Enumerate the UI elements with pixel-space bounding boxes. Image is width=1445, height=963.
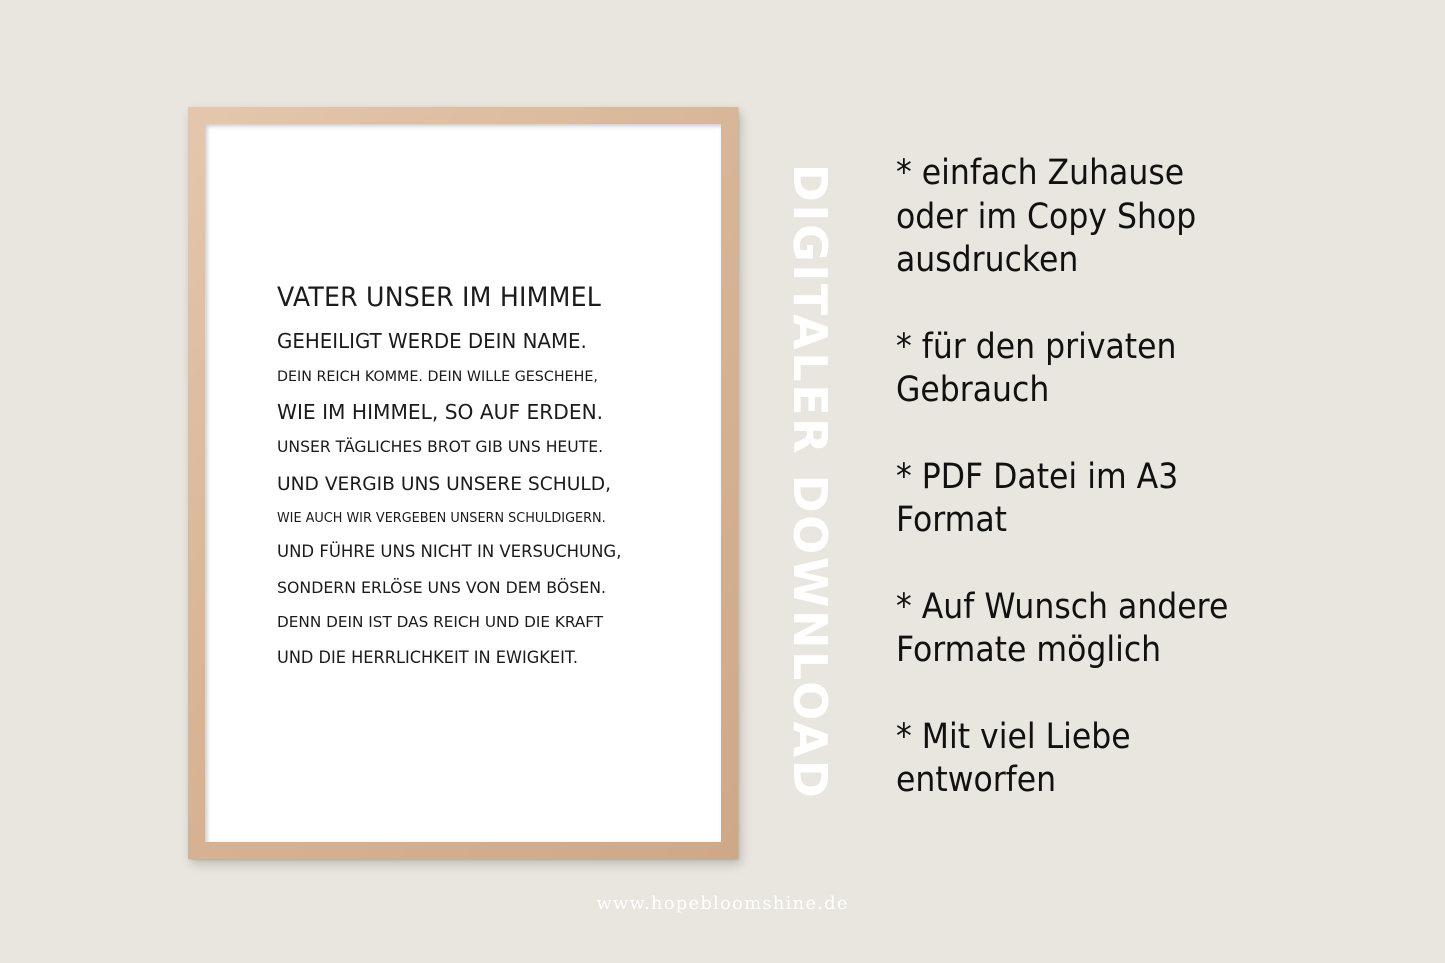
digital-download-text: DIGITALER DOWNLOAD — [783, 163, 837, 801]
website-url: www.hopebloomshine.de — [596, 893, 849, 914]
digital-download-label — [783, 163, 837, 801]
prayer-line: UNSER TÄGLICHES BROT GIB UNS HEUTE. — [277, 437, 604, 456]
prayer-line: WIE IM HIMMEL, SO AUF ERDEN. — [277, 399, 604, 424]
poster-print — [205, 124, 721, 842]
feature-list — [896, 152, 1416, 803]
feature-item: * Auf Wunsch andere Formate möglich — [896, 586, 1229, 670]
prayer-text — [277, 284, 667, 667]
prayer-line: UND FÜHRE UNS NICHT IN VERSUCHUNG, — [277, 541, 622, 562]
prayer-line: VATER UNSER IM HIMMEL — [277, 282, 601, 313]
feature-item: * einfach Zuhause oder im Copy Shop ausdrucken — [896, 153, 1197, 280]
prayer-line: DEIN REICH KOMME. DEIN WILLE GESCHEHE, — [277, 369, 598, 385]
prayer-line: UND VERGIB UNS UNSERE SCHULD, — [277, 473, 612, 495]
prayer-line: GEHEILIGT WERDE DEIN NAME. — [277, 329, 587, 353]
prayer-line: UND DIE HERRLICHKEIT IN EWIGKEIT. — [277, 648, 578, 667]
prayer-line: DENN DEIN IST DAS REICH UND DIE KRAFT — [277, 612, 604, 631]
picture-frame — [188, 107, 738, 859]
prayer-line: SONDERN ERLÖSE UNS VON DEM BÖSEN. — [277, 577, 606, 597]
feature-item: * für den privaten Gebrauch — [896, 326, 1177, 410]
feature-item: * Mit viel Liebe entworfen — [896, 716, 1131, 800]
prayer-line: WIE AUCH WIR VERGEBEN UNSERN SCHULDIGERN. — [277, 510, 606, 526]
feature-item: * PDF Datei im A3 Format — [896, 456, 1179, 540]
